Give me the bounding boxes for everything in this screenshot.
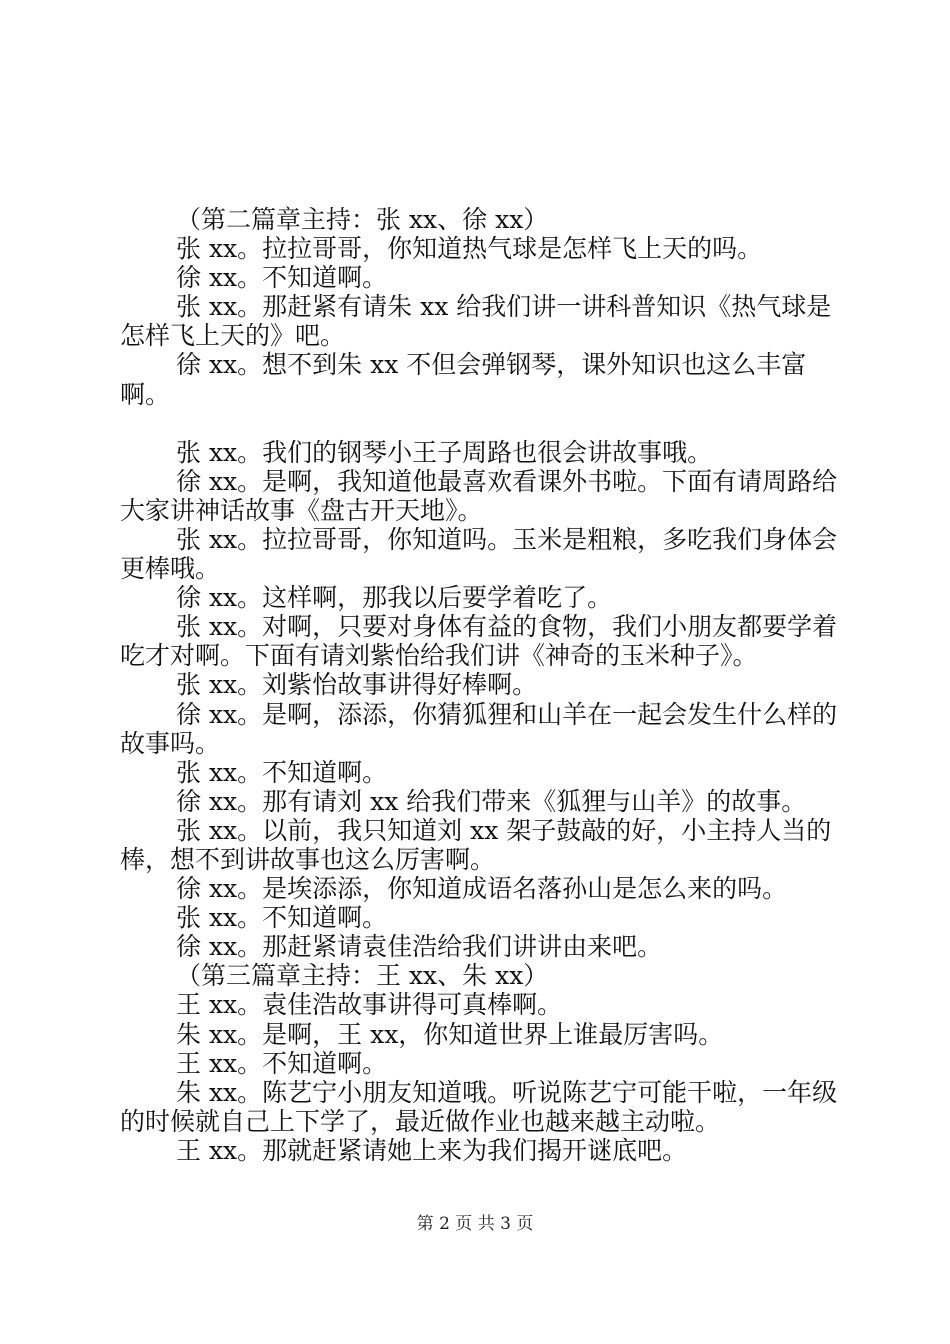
dialogue-line: 王 xx。袁佳浩故事讲得可真棒啊。 <box>176 990 563 1020</box>
dialogue-line: 张 xx。拉拉哥哥，你知道热气球是怎样飞上天的吗。 <box>176 234 763 264</box>
dialogue-line: 张 xx。不知道啊。 <box>176 903 388 933</box>
section-heading: （第三篇章主持：王 xx、朱 xx） <box>176 961 549 991</box>
dialogue-line: 王 xx。那就赶紧请她上来为我们揭开谜底吧。 <box>176 1135 688 1165</box>
dialogue-line: 张 xx。那赶紧有请朱 xx 给我们讲一讲科普知识《热气球是怎样飞上天的》吧。 <box>120 292 832 351</box>
dialogue-line: 朱 xx。是啊，王 xx，你知道世界上谁最厉害吗。 <box>176 1019 724 1049</box>
page-footer: 第 2 页 共 3 页 <box>416 1214 534 1234</box>
document-body <box>120 205 840 1165</box>
dialogue-line: 张 xx。以前，我只知道刘 xx 架子鼓敲的好，小主持人当的棒，想不到讲故事也这么厉害啊。 <box>120 815 832 874</box>
section-heading: （第二篇章主持：张 xx、徐 xx） <box>176 205 549 234</box>
dialogue-line: 徐 xx。那赶紧请袁佳浩给我们讲讲由来吧。 <box>176 932 663 962</box>
dialogue-line: 张 xx。刘紫怡故事讲得好棒啊。 <box>176 670 538 700</box>
dialogue-line: 张 xx。不知道啊。 <box>176 757 388 787</box>
dialogue-line: 张 xx。我们的钢琴小王子周路也很会讲故事哦。 <box>176 437 713 467</box>
dialogue-line: 徐 xx。是啊，我知道他最喜欢看课外书啦。下面有请周路给大家讲神话故事《盘古开天地》。 <box>120 466 838 525</box>
dialogue-line: 徐 xx。是埃添添，你知道成语名落孙山是怎么来的吗。 <box>176 874 788 904</box>
dialogue-line: 张 xx。对啊，只要对身体有益的食物，我们小朋友都要学着吃才对啊。下面有请刘紫怡给我们讲《神奇的玉米种子》。 <box>120 612 838 671</box>
dialogue-line: 朱 xx。陈艺宁小朋友知道哦。听说陈艺宁可能干啦，一年级的时候就自己上下学了，最近做作业也越来越主动啦。 <box>120 1077 838 1136</box>
dialogue-line: 徐 xx。那有请刘 xx 给我们带来《狐狸与山羊》的故事。 <box>176 786 807 816</box>
dialogue-line: 徐 xx。想不到朱 xx 不但会弹钢琴，课外知识也这么丰富啊。 <box>120 350 807 409</box>
dialogue-line: 张 xx。拉拉哥哥，你知道吗。玉米是粗粮，多吃我们身体会更棒哦。 <box>120 524 838 584</box>
dialogue-line: 徐 xx。不知道啊。 <box>176 263 388 293</box>
dialogue-line: 徐 xx。这样啊，那我以后要学着吃了。 <box>176 583 613 613</box>
dialogue-line: 王 xx。不知道啊。 <box>176 1048 388 1078</box>
dialogue-line: 徐 xx。是啊，添添，你猜狐狸和山羊在一起会发生什么样的故事吗。 <box>120 699 838 758</box>
